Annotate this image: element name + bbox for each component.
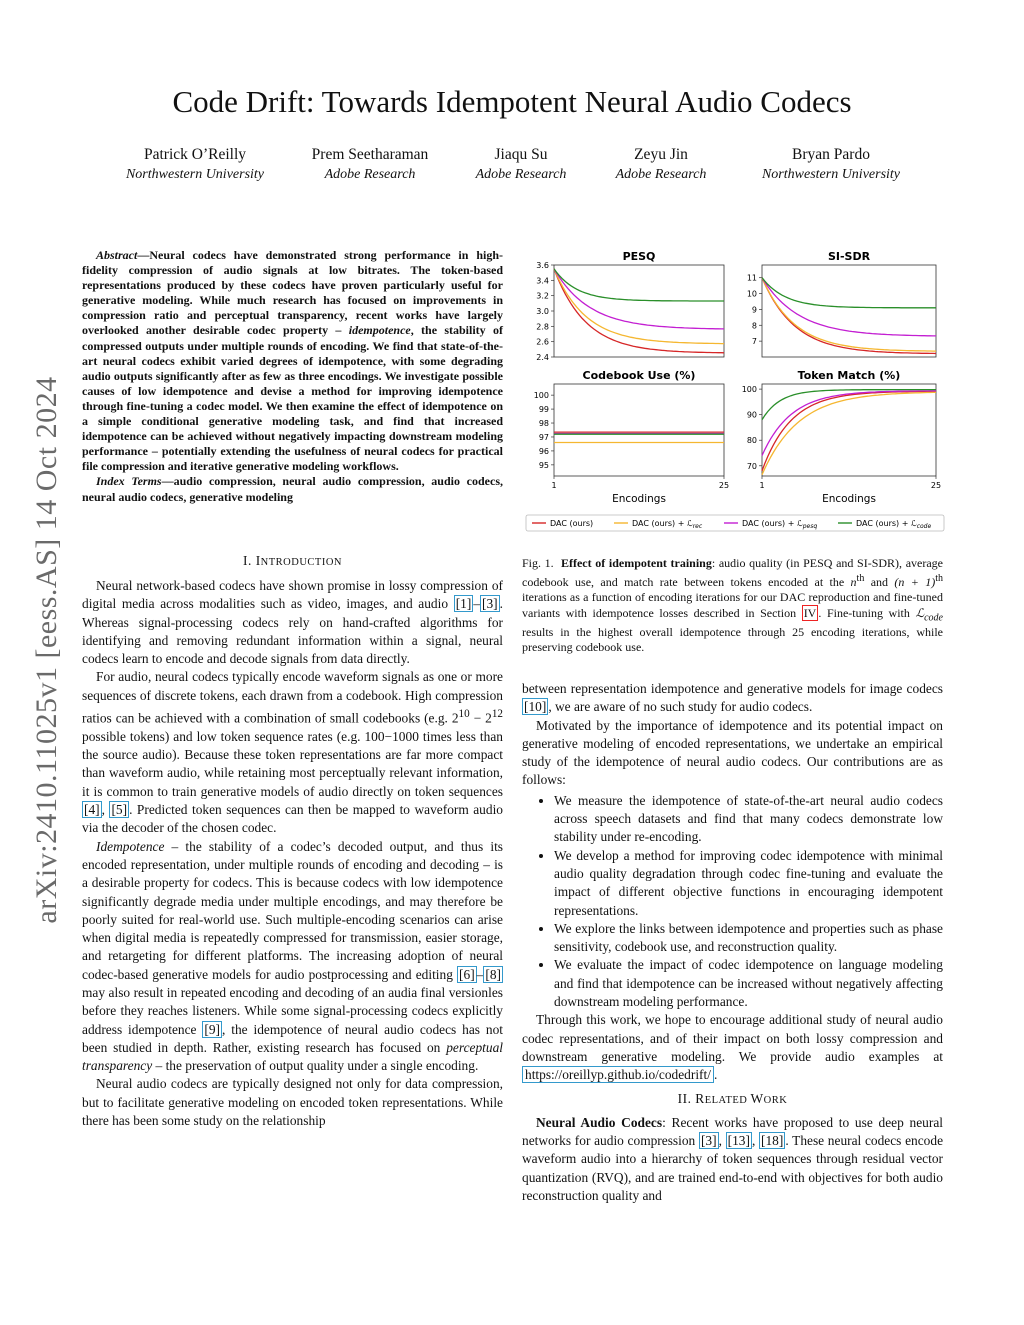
y-tick-label: 100 [533, 391, 549, 401]
paragraph: Neural audio codecs are typically designed not only for data compression, but to facilitate generative modeling on encoded token representations. While there has been some study on the relationship [82, 1076, 503, 1129]
legend-subscript: rec [692, 523, 703, 530]
y-tick-label: 99 [538, 405, 549, 415]
section-heading-related-work: II. RELATED WORK [677, 1090, 788, 1106]
index-terms-text: —audio compression, neural audio compression, audio codecs, neural audio codecs, generative modeling [82, 474, 503, 504]
section-initial: I [255, 553, 261, 568]
legend-label: DAC (ours) + ℒ$_{rec}$ [632, 519, 703, 530]
y-tick-label: 8 [751, 321, 757, 331]
paragraph: Motivated by the importance of idempotence and its potential impact on generative modeling of encoded representations, we undertake an empirical study of the idempotence of neural audio codecs. Our contributions are as follows: [522, 717, 943, 788]
introduction-body [82, 577, 503, 1130]
y-tick-label: 10 [746, 289, 757, 299]
figure-1-charts [522, 247, 946, 537]
legend-label: DAC (ours) [550, 519, 594, 528]
figure-caption: Fig. 1. Effect of idempotent training: audio quality (in PESQ and SI-SDR), average codebook use, and match rate between tokens encoded at the $n^{th}$ and $(n + 1)^{th}$ iterations as a function of encoding iterations for our DAC reproduction and fine-tuned variants with idempotence losses described in Section IV . Fine-tuning with ℒ$_{code}$ results in the highest overall idempotence through 25 encoding iterations, while preserving codebook use. [522, 556, 943, 655]
author-affiliation: Adobe Research [475, 167, 567, 182]
chart-panel-frame [554, 384, 724, 476]
author-name: Jiaqu Su [494, 146, 548, 163]
paragraph: Neural Audio Codecs: Recent works have proposed to use deep neural networks for audio compression [3] , [13] , [18] . These neural codecs encode waveform audio into a hierarchy of token sequences through residual vector quantization (RVQ), and are trained end-to-end with objectives for both audio reconstruction quality and [522, 1114, 944, 1204]
right-column-body [522, 680, 943, 1205]
x-axis-label: Encodings [612, 493, 666, 505]
legend-label: DAC (ours) + ℒ$_{code}$ [856, 519, 932, 530]
legend-label: DAC (ours) + ℒ$_{pesq}$ [742, 519, 818, 530]
y-tick-label: 2.6 [536, 337, 549, 347]
abstract-text: —Neural codecs have demonstrated strong performance in high-fidelity compression of audio signals at low bitrates. The token-based representations produced by these codecs have proven particularly useful for generative modeling. While much research has focused on improvements in compression ratio and perceptual transparency, recent works have largely overlooked another desirable codec property – [82, 248, 503, 338]
y-tick-label: 3.2 [536, 291, 549, 301]
author-5 [736, 146, 926, 183]
y-tick-label: 3.4 [536, 276, 549, 286]
chart-panel-frame [762, 265, 936, 357]
citation-link[interactable]: [5] [111, 802, 128, 818]
paragraph: between representation idempotence and generative models for image codecs [10] , we are aware of no such study for audio codecs. [522, 681, 943, 715]
citation-link[interactable]: [10] [524, 699, 547, 715]
author-name: Patrick O’Reilly [143, 146, 247, 163]
y-tick-label: 11 [746, 273, 757, 283]
paragraph: For audio, neural codecs typically encode waveform signals as one or more sequences of discrete tokens, each drawn from a codebook. High compression ratios can be achieved with a combination of small codebooks (e.g. $2^{10} - 2^{12}$ possible tokens) and low token sequence rates (e.g. 100−1000 times less than the source audio). Because these token representations are far more compact than waveform audio, while retaining most perceptually relevant information, it is common to train generative models of audio directly on token sequences [4] , [5] . Predicted token sequences can then be mapped to waveform audio via the decoder of the chosen codec. [82, 669, 503, 836]
y-tick-label: 3.6 [536, 261, 549, 270]
y-tick-label: 97 [538, 432, 549, 442]
legend-subscript: pesq [802, 523, 818, 530]
author-affiliation: Northwestern University [125, 167, 265, 182]
author-name: Zeyu Jin [634, 146, 688, 163]
index-terms-label: Index Terms [96, 474, 162, 489]
y-tick-label: 100 [741, 385, 757, 395]
y-tick-label: 90 [746, 410, 757, 420]
section-smallcaps: NTRODUCTION [260, 557, 342, 568]
y-tick-label: 95 [538, 460, 549, 470]
paper-title: Code Drift: Towards Idempotent Neural Audio Codecs [172, 84, 852, 119]
y-tick-label: 9 [751, 305, 757, 315]
citation-link[interactable]: [13] [727, 1133, 750, 1149]
abstract-term: idempotence [348, 323, 411, 338]
author-name: Bryan Pardo [792, 146, 870, 163]
author-affiliation: Adobe Research [324, 167, 416, 182]
list-item: • We measure the idempotence of state-of-the-art neural audio codecs across speech datasets and find that many codecs demonstrate low stability under re-encoding. [554, 792, 943, 847]
y-tick-label: 96 [538, 446, 549, 456]
y-tick-label: 3.0 [536, 307, 549, 316]
abstract-label: Abstract [96, 248, 138, 262]
paragraph: Idempotence – the stability of a codec’s decoded output, and thus its encoded representation, under multiple rounds of encoding and decoding – is a desirable property for codecs. This is because codecs with low idempotence significantly degrade media under multiple encodings, and may therefore be poorly suited for real-world use. Such multiple-encoding scenarios can arise when digital media is repeatedly compressed for transmission, easier storage, and retargeting for different platforms. The increasing adoption of neural codec-based generative models for audio postprocessing and editing [6] – [8] may also result in repeated encoding and decoding of an audia final versionles before they reaches listeners. While some signal-processing codecs explicitly address idempotence [9] , the idempotence of neural audio codecs has not been studied in depth. Rather, existing research has focused on perceptual transparency – the preservation of output quality under a single encoding. [82, 838, 503, 1074]
y-tick-label: 70 [746, 461, 757, 471]
audio-examples-link[interactable]: https://oreillyp.github.io/codedrift/ [522, 1066, 714, 1083]
author-4 [566, 146, 756, 183]
list-item: • We evaluate the impact of codec idempotence on language modeling and find that idempotence can be increased without negatively affecting downstream modeling performance. [554, 956, 943, 1011]
author-1 [100, 146, 290, 183]
x-tick-label: 25 [718, 481, 730, 490]
y-tick-label: 2.4 [536, 353, 549, 362]
abstract [82, 248, 503, 505]
citation-link[interactable]: [18] [761, 1133, 784, 1149]
citation-link[interactable]: [8] [485, 966, 501, 982]
x-axis-label: Encodings [822, 493, 876, 505]
section-link[interactable]: IV [803, 605, 817, 620]
y-tick-label: 7 [751, 337, 757, 347]
legend-subscript: code [916, 523, 932, 530]
author-name: Prem Seetharaman [311, 146, 429, 163]
abstract-text-2: , the stability of compressed outputs under multiple rounds of encoding. We find that state-of-the-art neural codecs exhibit varied degrees of idempotence, with some degrading audio outputs significantly after as few as three encodings. We investigate possible causes of low idempotence and devise a method for improving idempotence through fine-tuning a codec model. We then examine the effect of idempotence on a simple conditional generative modeling task, and find that increased idempotence can be achieved without negatively impacting downstream modeling performance – potentially extending the usefulness of neural codecs for practical file compression and iterative generative modeling workflows. [82, 323, 503, 474]
x-tick-label: 1 [551, 481, 557, 490]
paragraph: Neural network-based codecs have shown promise in lossy compression of digital media across modalities such as video, images, and audio [1] – [3] . Whereas signal-processing codecs rely on hand-crafted algorithms for identifying and removing redundant information within a signal, neural codecs learn to encode and decode signals from data directly. [82, 578, 503, 667]
citation-link[interactable]: [1] [455, 596, 472, 612]
section-heading-introduction [82, 553, 503, 569]
y-tick-label: 98 [538, 419, 549, 429]
citation-link[interactable]: [4] [84, 802, 100, 818]
chart-title: Codebook Use (%) [582, 369, 696, 382]
arxiv-stamp: arXiv:2410.11025v1 [eess.AS] 14 Oct 2024 [30, 376, 63, 924]
citation-link[interactable]: [3] [482, 596, 498, 612]
x-tick-label: 1 [759, 481, 765, 490]
author-affiliation: Adobe Research [615, 167, 707, 182]
list-item: • We develop a method for improving codec idempotence with minimal audio quality degradation through codec fine-tuning and evaluate the impact of different objective functions in encouraging idempotent representations. [554, 847, 943, 920]
contributions-list [522, 792, 943, 1012]
citation-link[interactable]: [9] [204, 1021, 220, 1037]
citation-link[interactable]: [6] [459, 966, 475, 982]
chart-title: SI-SDR [827, 250, 871, 263]
chart-title: PESQ [622, 250, 656, 263]
x-tick-label: 25 [930, 481, 942, 490]
paragraph: Through this work, we hope to encourage additional study of neural audio codec representations, and of their impact on both lossy compression and downstream generative modeling. We provide audio examples at https://oreillyp.github.io/codedrift/ . [522, 1012, 943, 1083]
chart-panel-frame [762, 384, 936, 476]
chart-title: Token Match (%) [797, 369, 901, 382]
y-tick-label: 2.8 [536, 322, 549, 332]
y-tick-label: 80 [746, 436, 757, 446]
section-number: II. [677, 1090, 692, 1106]
section-number: I. [243, 553, 252, 568]
citation-link[interactable]: [3] [700, 1133, 717, 1149]
list-item: • We explore the links between idempotence and properties such as phase sensitivity, codebook use, and reconstruction quality. [554, 920, 943, 957]
author-affiliation: Northwestern University [761, 167, 901, 182]
